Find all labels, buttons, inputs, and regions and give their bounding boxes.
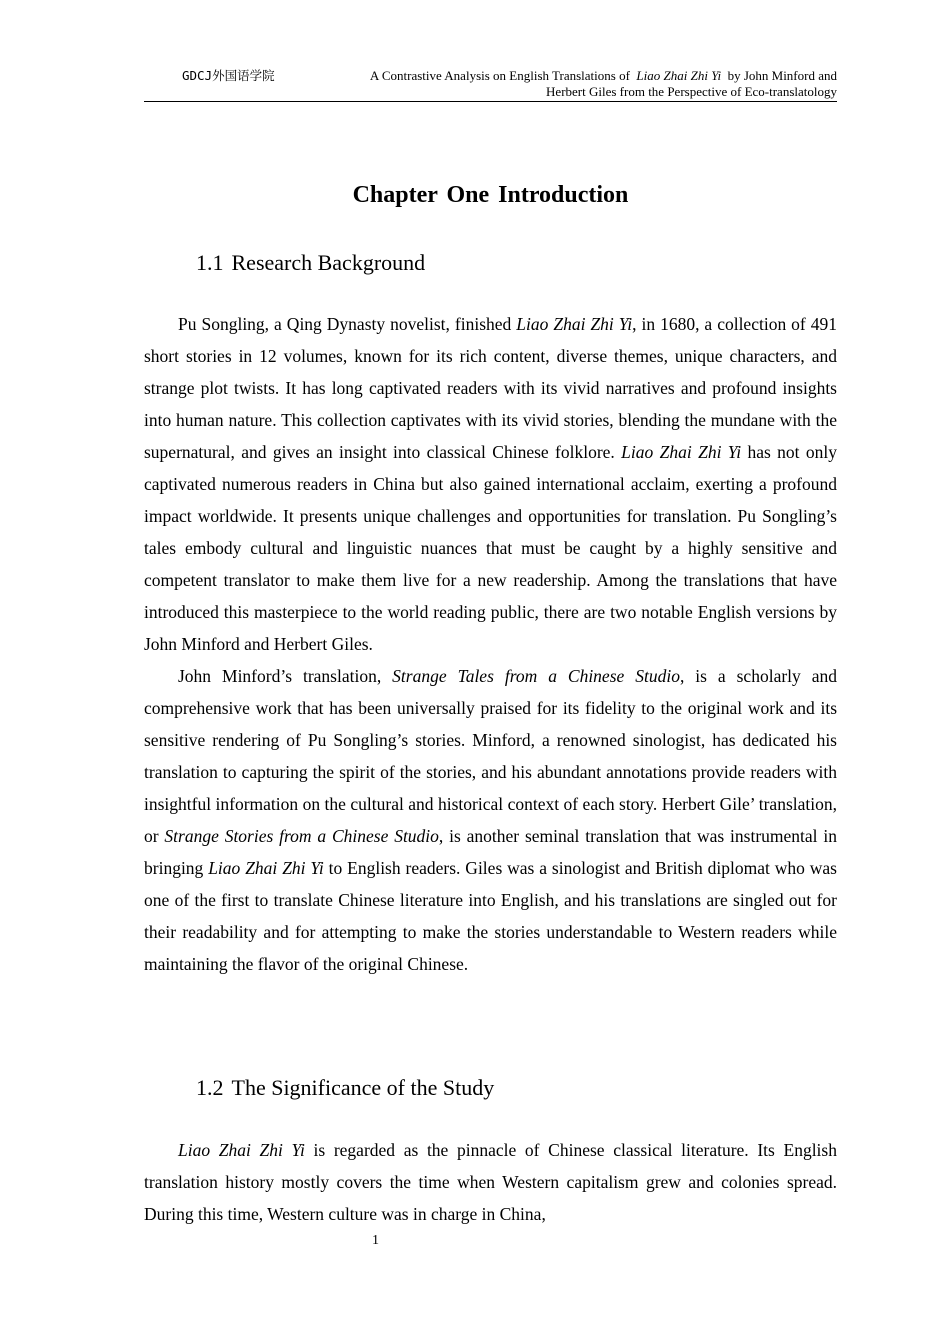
work-title: Liao Zhai Zhi Yi <box>208 858 324 878</box>
work-title: Liao Zhai Zhi Yi <box>621 442 742 462</box>
section-title: The Significance of the Study <box>231 1075 495 1100</box>
header-work-title: Liao Zhai Zhi Yi <box>636 68 722 83</box>
section-1-1-body <box>144 308 837 980</box>
running-header <box>144 68 837 102</box>
section-heading-1-1 <box>196 249 425 277</box>
header-title-line-2: Herbert Giles from the Perspective of Eco-translatology <box>546 84 837 99</box>
page-number: 1 <box>372 1233 379 1248</box>
header-title-line-1: A Contrastive Analysis on English Translations of Liao Zhai Zhi Yi by John Minford and <box>369 68 837 83</box>
section-number: 1.2 <box>196 1075 224 1100</box>
section-title: Research Background <box>231 250 426 275</box>
paragraph-research-background-2: John Minford’s translation, Strange Tales from a Chinese Studio, is a scholarly and comprehensive work that has been universally praised for its fidelity to the original work and its sensitive rendering of Pu Songling’s stories. Minford, a renowned sinologist, has dedicated his translation to capturing the spirit of the stories, and his abundant annotations provide readers with insightful information on the cultural and historical context of each story. Herbert Gile’ translation, or Strange Stories from a Chinese Studio, is another seminal translation that was instrumental in bringing Liao Zhai Zhi Yi to English readers. Giles was a sinologist and British diplomat who was one of the first to translate Chinese literature into English, and his translations are singled out for their readability and for attempting to make the stories understandable to Western readers while maintaining the flavor of the original Chinese. <box>144 666 837 974</box>
paragraph-significance-1: Liao Zhai Zhi Yi is regarded as the pinnacle of Chinese classical literature. Its English translation history mostly covers the time when Western capitalism grew and colonies spread. During this time, Western culture was in charge in China, <box>144 1140 837 1224</box>
section-number: 1.1 <box>196 250 224 275</box>
paragraph-research-background-1: Pu Songling, a Qing Dynasty novelist, finished Liao Zhai Zhi Yi, in 1680, a collection of 491 short stories in 12 volumes, known for its rich content, diverse themes, unique characters, and strange plot twists. It has long captivated readers with its vivid narratives and profound insights into human nature. This collection captivates with its vivid stories, blending the mundane with the supernatural, and gives an insight into classical Chinese folklore. Liao Zhai Zhi Yi has not only captivated numerous readers in China but also gained international acclaim, exerting a profound impact worldwide. It presents unique challenges and opportunities for translation. Pu Songling’s tales embody cultural and linguistic nuances that must be caught by a highly sensitive and competent translator to make them live for a new readership. Among the translations that have introduced this masterpiece to the world reading public, there are two notable English versions by John Minford and Herbert Giles. <box>144 314 837 654</box>
work-title: Strange Tales from a Chinese Studio <box>392 666 680 686</box>
chapter-title: Chapter One Introduction <box>352 182 629 208</box>
work-title: Liao Zhai Zhi Yi <box>516 314 633 334</box>
section-1-2-body <box>144 1134 837 1230</box>
work-title: Liao Zhai Zhi Yi <box>178 1140 305 1160</box>
section-heading-1-2 <box>196 1074 494 1102</box>
work-title: Strange Stories from a Chinese Studio <box>164 826 439 846</box>
header-institution: GDCJ外国语学院 <box>182 68 275 83</box>
